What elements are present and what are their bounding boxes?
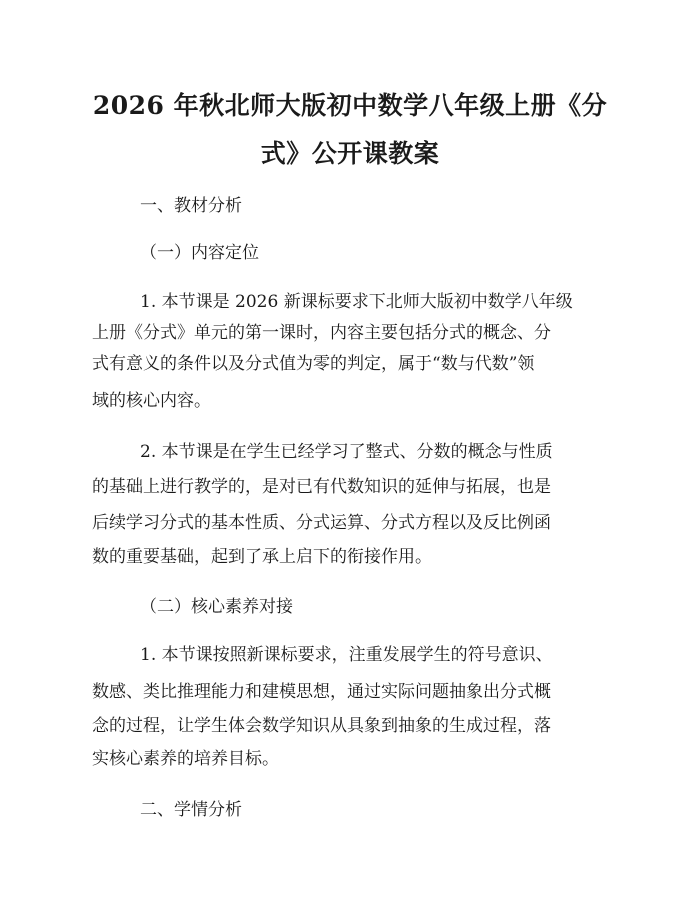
- subsection-heading-content-positioning: （一）内容定位: [140, 243, 259, 263]
- section-heading-materials-analysis: 一、教材分析: [140, 196, 242, 216]
- paragraph-line: 数的重要基础，起到了承上启下的衔接作用。: [92, 547, 432, 567]
- paragraph-line: 数感、类比推理能力和建模思想，通过实际问题抽象出分式概: [92, 682, 551, 702]
- paragraph-line: 2. 本节课是在学生已经学习了整式、分数的概念与性质: [140, 442, 553, 462]
- paragraph-line: 域的核心内容。: [92, 391, 211, 411]
- section-heading-learner-analysis: 二、学情分析: [140, 800, 242, 820]
- paragraph-line: 式有意义的条件以及分式值为零的判定，属于“数与代数”领: [92, 354, 535, 374]
- document-title-line-2: 式》公开课教案: [260, 139, 440, 168]
- subsection-heading-core-literacy: （二）核心素养对接: [140, 597, 293, 617]
- paragraph-line: 1. 本节课按照新课标要求，注重发展学生的符号意识、: [140, 645, 553, 665]
- paragraph-line: 念的过程，让学生体会数学知识从具象到抽象的生成过程，落: [92, 716, 551, 736]
- paragraph-line: 1. 本节课是 2026 新课标要求下北师大版初中数学八年级: [140, 292, 573, 312]
- paragraph-line: 实核心素养的培养目标。: [92, 749, 279, 769]
- paragraph-line: 上册《分式》单元的第一课时，内容主要包括分式的概念、分: [92, 323, 551, 343]
- document-title-line-1: 2026 年秋北师大版初中数学八年级上册《分: [92, 91, 608, 120]
- paragraph-line: 的基础上进行教学的，是对已有代数知识的延伸与拓展，也是: [92, 477, 551, 497]
- paragraph-line: 后续学习分式的基本性质、分式运算、分式方程以及反比例函: [92, 513, 551, 533]
